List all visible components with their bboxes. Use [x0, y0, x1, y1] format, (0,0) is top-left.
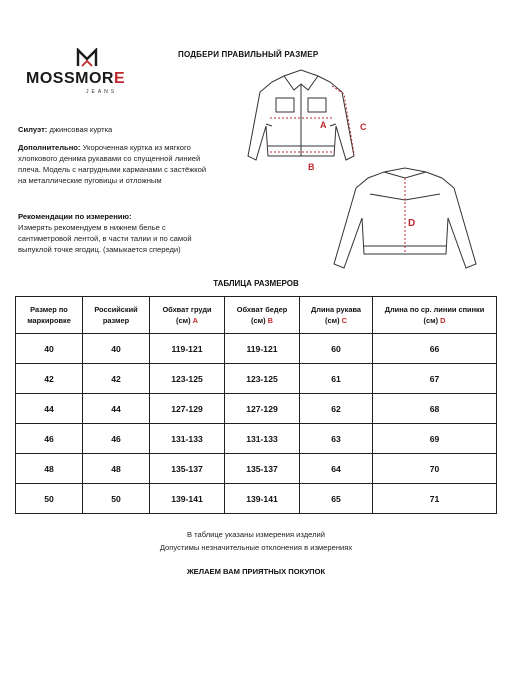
- label-b: B: [308, 162, 315, 172]
- cell-hips: 127-129: [225, 394, 300, 424]
- note-measurements: В таблице указаны измерения изделий: [186, 530, 326, 539]
- col-header-mark: C: [341, 316, 347, 325]
- col-header-mark: A: [192, 316, 198, 325]
- cell-hips: 123-125: [225, 364, 300, 394]
- brand-name: [26, 70, 125, 88]
- cell-back-length: 71: [373, 484, 497, 514]
- size-table-title: ТАБЛИЦА РАЗМЕРОВ: [213, 279, 299, 288]
- cell-hips: 119-121: [225, 334, 300, 364]
- cell-back-length: 66: [373, 334, 497, 364]
- silhouette-info: [18, 124, 226, 135]
- cell-sleeve: 62: [300, 394, 373, 424]
- extra-value: Укороченная куртка из мягкого хлопкового денима рукавами со спущенной линией плеча. Модель с нагрудными карманами с застёжкой на металлические пуговицы и отложным: [18, 143, 207, 185]
- col-header-line1: Размер по: [30, 305, 68, 314]
- recommendation-label: Рекомендации по измерению:: [18, 212, 132, 221]
- closing-wish: ЖЕЛАЕМ ВАМ ПРИЯТНЫХ ПОКУПОК: [186, 567, 326, 576]
- label-c: C: [360, 122, 367, 132]
- extra-label: Дополнительно:: [18, 143, 81, 152]
- col-header-mark: D: [440, 316, 446, 325]
- cell-back-length: 67: [373, 364, 497, 394]
- table-row: [16, 424, 497, 454]
- cell-hips: 135-137: [225, 454, 300, 484]
- col-header-line2: (см): [251, 316, 266, 325]
- cell-chest: 139-141: [150, 484, 225, 514]
- cell-russian-size: 50: [83, 484, 150, 514]
- cell-marking: 48: [16, 454, 83, 484]
- cell-russian-size: 46: [83, 424, 150, 454]
- cell-hips: 139-141: [225, 484, 300, 514]
- col-header-back-length: [373, 297, 497, 334]
- table-row: [16, 484, 497, 514]
- label-d: D: [408, 218, 416, 229]
- cell-marking: 40: [16, 334, 83, 364]
- cell-sleeve: 61: [300, 364, 373, 394]
- cell-hips: 131-133: [225, 424, 300, 454]
- col-header-line2: размер: [102, 316, 130, 325]
- silhouette-value: джинсовая куртка: [49, 125, 113, 134]
- col-header-line2: (см): [423, 316, 439, 325]
- cell-russian-size: 48: [83, 454, 150, 484]
- cell-marking: 42: [16, 364, 83, 394]
- cell-chest: 131-133: [150, 424, 225, 454]
- col-header-russian-size: [83, 297, 150, 334]
- note-deviations: Допустимы незначительные отклонения в измерениях: [159, 543, 353, 552]
- col-header-hips: [225, 297, 300, 334]
- col-header-line2: (см): [325, 316, 340, 325]
- jacket-back-illustration: [320, 166, 490, 278]
- table-row: [16, 394, 497, 424]
- cell-sleeve: 64: [300, 454, 373, 484]
- cell-sleeve: 60: [300, 334, 373, 364]
- col-header-line1: Длина по ср. линии спинки: [384, 305, 485, 314]
- label-a: A: [320, 120, 327, 130]
- cell-marking: 50: [16, 484, 83, 514]
- col-header-line1: Длина рукава: [310, 305, 362, 314]
- brand-subline: JEANS: [86, 89, 118, 95]
- cell-chest: 123-125: [150, 364, 225, 394]
- col-header-line2: (см): [176, 316, 191, 325]
- cell-back-length: 68: [373, 394, 497, 424]
- col-header-chest: [150, 297, 225, 334]
- brand-name-main: MOSSMOR: [26, 70, 114, 87]
- cell-back-length: 70: [373, 454, 497, 484]
- cell-marking: 44: [16, 394, 83, 424]
- col-header-line1: Обхват груди: [162, 305, 212, 314]
- page-title: ПОДБЕРИ ПРАВИЛЬНЫЙ РАЗМЕР: [178, 50, 319, 59]
- brand-logo-mark: [76, 48, 98, 68]
- cell-russian-size: 42: [83, 364, 150, 394]
- table-row: [16, 454, 497, 484]
- col-header-line1: Обхват бедер: [236, 305, 288, 314]
- table-row: [16, 334, 497, 364]
- col-header-line2: маркировке: [27, 316, 71, 325]
- recommendation-info: [18, 211, 214, 255]
- cell-back-length: 69: [373, 424, 497, 454]
- cell-chest: 119-121: [150, 334, 225, 364]
- cell-russian-size: 40: [83, 334, 150, 364]
- cell-marking: 46: [16, 424, 83, 454]
- cell-russian-size: 44: [83, 394, 150, 424]
- cell-sleeve: 65: [300, 484, 373, 514]
- silhouette-label: Силуэт:: [18, 125, 48, 134]
- recommendation-value: Измерять рекомендуем в нижнем белье с сантиметровой лентой, в части талии и по самой выпуклой точке ягодиц. (замыкается спереди): [18, 223, 192, 254]
- col-header-sleeve: [300, 297, 373, 334]
- cell-chest: 127-129: [150, 394, 225, 424]
- brand-name-accent: E: [113, 70, 126, 87]
- col-header-mark: B: [267, 316, 273, 325]
- size-table: [15, 296, 497, 514]
- size-table-header-row: [16, 297, 497, 334]
- cell-sleeve: 63: [300, 424, 373, 454]
- col-header-line1: Российский: [94, 305, 138, 314]
- col-header-marking: [16, 297, 83, 334]
- table-row: [16, 364, 497, 394]
- extra-info: [18, 142, 216, 186]
- cell-chest: 135-137: [150, 454, 225, 484]
